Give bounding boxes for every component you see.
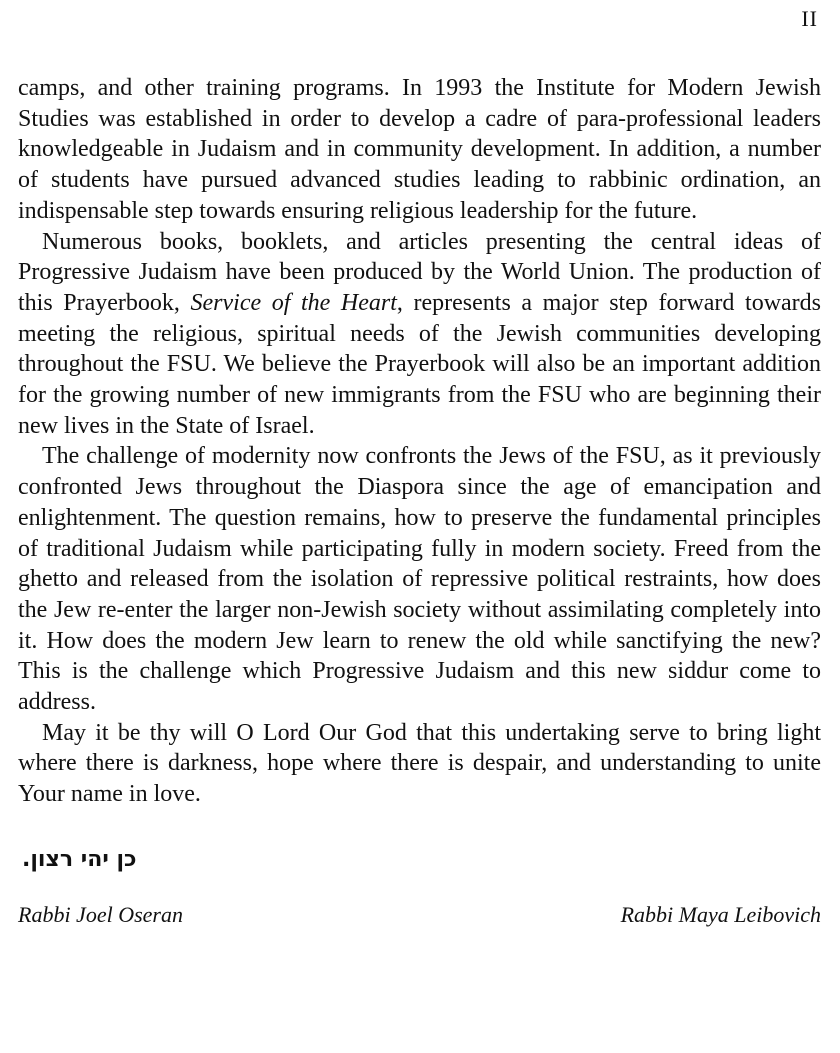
paragraph-2-text-a: Numerous books, booklets, and articles presenting the central ideas of Progressive Judaism have been produced by the World Union. The production of this Prayerbook, bbox=[18, 228, 821, 316]
signature-left: Rabbi Joel Oseran bbox=[18, 902, 183, 927]
prayerbook-title: Service of the Heart bbox=[190, 289, 397, 316]
paragraph-4-text: May it be thy will O Lord Our God that this undertaking serve to bring light where there is darkness, hope where there is despair, and understanding to unite Your name in love. bbox=[18, 719, 821, 808]
body-text bbox=[18, 73, 821, 810]
paragraph-1-text: camps, and other training programs. In 1993 the Institute for Modern Jewish Studies was established in order to develop a cadre of para-professional leaders knowledgeable in Judaism and in community development. In addition, a number of students have pursued advanced studies leading to rabbinic ordination, an indispensable step towards ensuring religious leadership for the future. bbox=[18, 75, 821, 224]
hebrew-closing bbox=[22, 847, 136, 872]
signatures bbox=[18, 902, 821, 928]
signature-right: Rabbi Maya Leibovich bbox=[620, 902, 821, 927]
paragraph-2-text-b: , represents a major step forward towards meeting the religious, spiritual needs of the Jewish communities developing throughout the FSU. We believe the Prayerbook will also be an important addition for the growing number of new immigrants from the FSU who are beginning their new lives in the State of Israel. bbox=[18, 289, 822, 439]
paragraph-3 bbox=[18, 441, 821, 717]
hebrew-closing-text: כן יהי רצון. bbox=[22, 847, 137, 872]
page-number: II bbox=[801, 6, 818, 31]
paragraph-1 bbox=[18, 73, 821, 227]
paragraph-2 bbox=[18, 227, 821, 442]
paragraph-4 bbox=[18, 718, 821, 810]
paragraph-3-text: The challenge of modernity now confronts the Jews of the FSU, as it previously confronted Jews throughout the Diaspora since the age of emancipation and enlightenment. The question remains, how to preserve the fundamental principles of traditional Judaism while participating fully in modern society. Freed from the ghetto and released from the isolation of repressive political restraints, how does the Jew re-enter the larger non-Jewish society without assimilating completely into it. How does the modern Jew learn to renew the old while sanctifying the new? This is the challenge which Progressive Judaism and this new siddur come to address. bbox=[18, 443, 821, 716]
